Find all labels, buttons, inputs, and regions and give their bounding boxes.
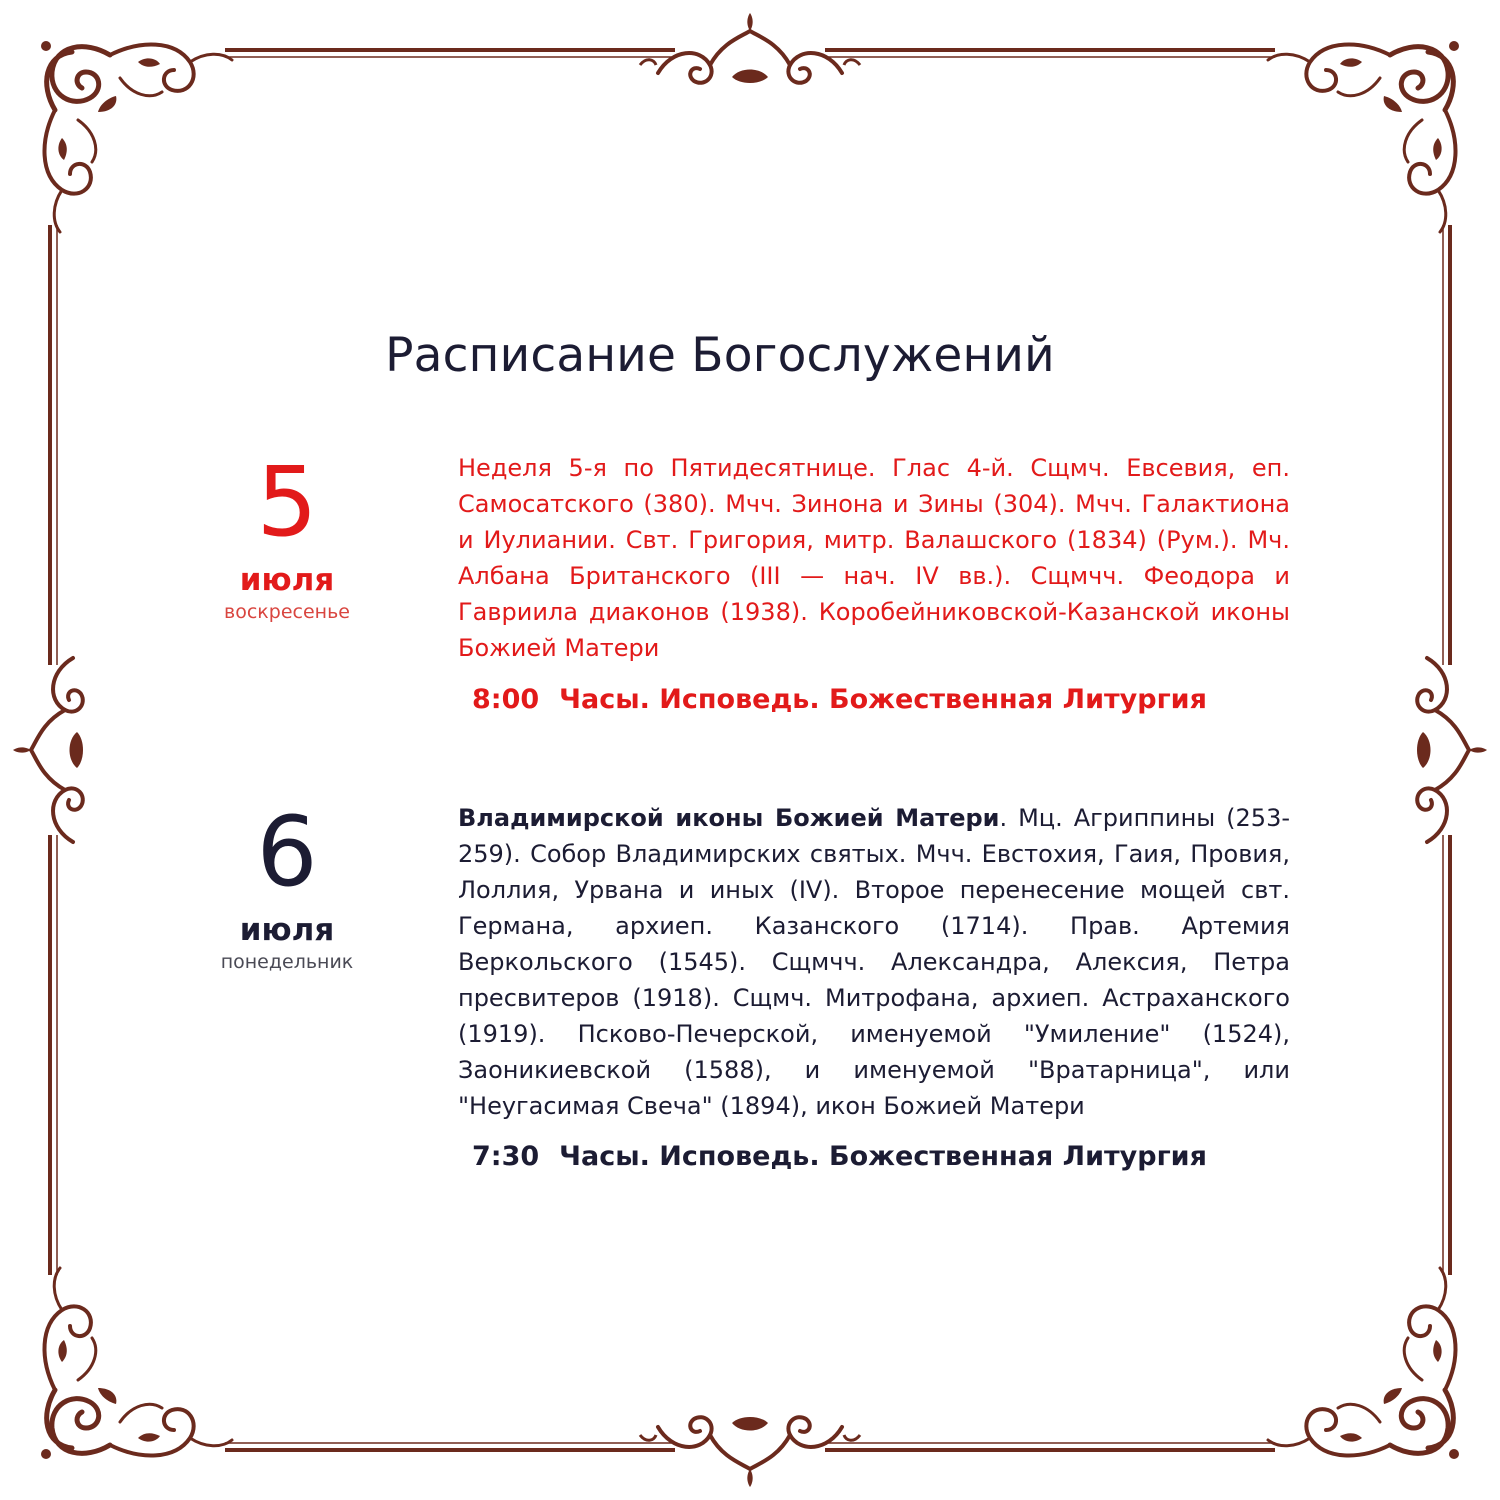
service-entry — [472, 684, 1207, 715]
right-center-ornament — [1417, 658, 1487, 842]
service-entry — [472, 1141, 1207, 1172]
left-center-ornament — [13, 658, 83, 842]
corner-ornament-top-right — [1268, 41, 1459, 232]
description-text: . Мц. Агриппины (253-259). Собор Владимирских святых. Мчч. Евстохия, Гаия, Провия, Лоллия, Урвана и иных (IV). Второе перенесение мощей свт. Германа, архиеп. Казанского (1714). Прав. Артемия Веркольского (1545). Сщмчч. Александра, Алексия, Петра пресвитеров (1918). Сщмч. Митрофана, архиеп. Астраханского (1919). Псково-Печерской, именуемой "Умиление" (1524), Заоникиевской (1588), и именуемой "Вратарница", или "Неугасимая Свеча" (1894), икон Божией Матери — [458, 804, 1291, 1120]
service-time: 8:00 — [472, 684, 540, 715]
date-block-day-1 — [177, 446, 397, 624]
weekday-label: воскресенье — [224, 601, 350, 624]
page-title: Расписание Богослужений — [385, 328, 1055, 383]
service-time: 7:30 — [472, 1141, 540, 1172]
service-name: Часы. Исповедь. Божественная Литургия — [559, 684, 1207, 715]
day-number: 6 — [256, 796, 318, 908]
corner-ornament-bottom-left — [41, 1268, 232, 1459]
corner-ornament-bottom-right — [1268, 1268, 1459, 1459]
month-label: июля — [239, 912, 335, 948]
date-block-day-2 — [177, 796, 397, 974]
corner-ornament-top-left — [41, 41, 232, 232]
frame-border-lines — [50, 50, 1450, 1450]
day-description — [458, 450, 1290, 666]
day-description — [458, 800, 1290, 1124]
service-name: Часы. Исповедь. Божественная Литургия — [559, 1141, 1207, 1172]
feast-highlight: Владимирской иконы Божией Матери — [458, 804, 1000, 832]
weekday-label: понедельник — [220, 951, 354, 974]
description-text: Неделя 5-я по Пятидесятнице. Глас 4-й. Сщмч. Евсевия, еп. Самосатского (380). Мчч. Зинона и Зины (304). Мчч. Галактиона и Иулиании. Свт. Григория, митр. Валашского (1834) (Рум.). Мч. Албана Британского (III — нач. IV вв.). Сщмчч. Феодора и Гавриила диаконов (1938). Коробейниковской-Казанской иконы Божией Матери — [458, 454, 1290, 662]
month-label: июля — [239, 562, 335, 598]
day-number: 5 — [256, 446, 318, 558]
